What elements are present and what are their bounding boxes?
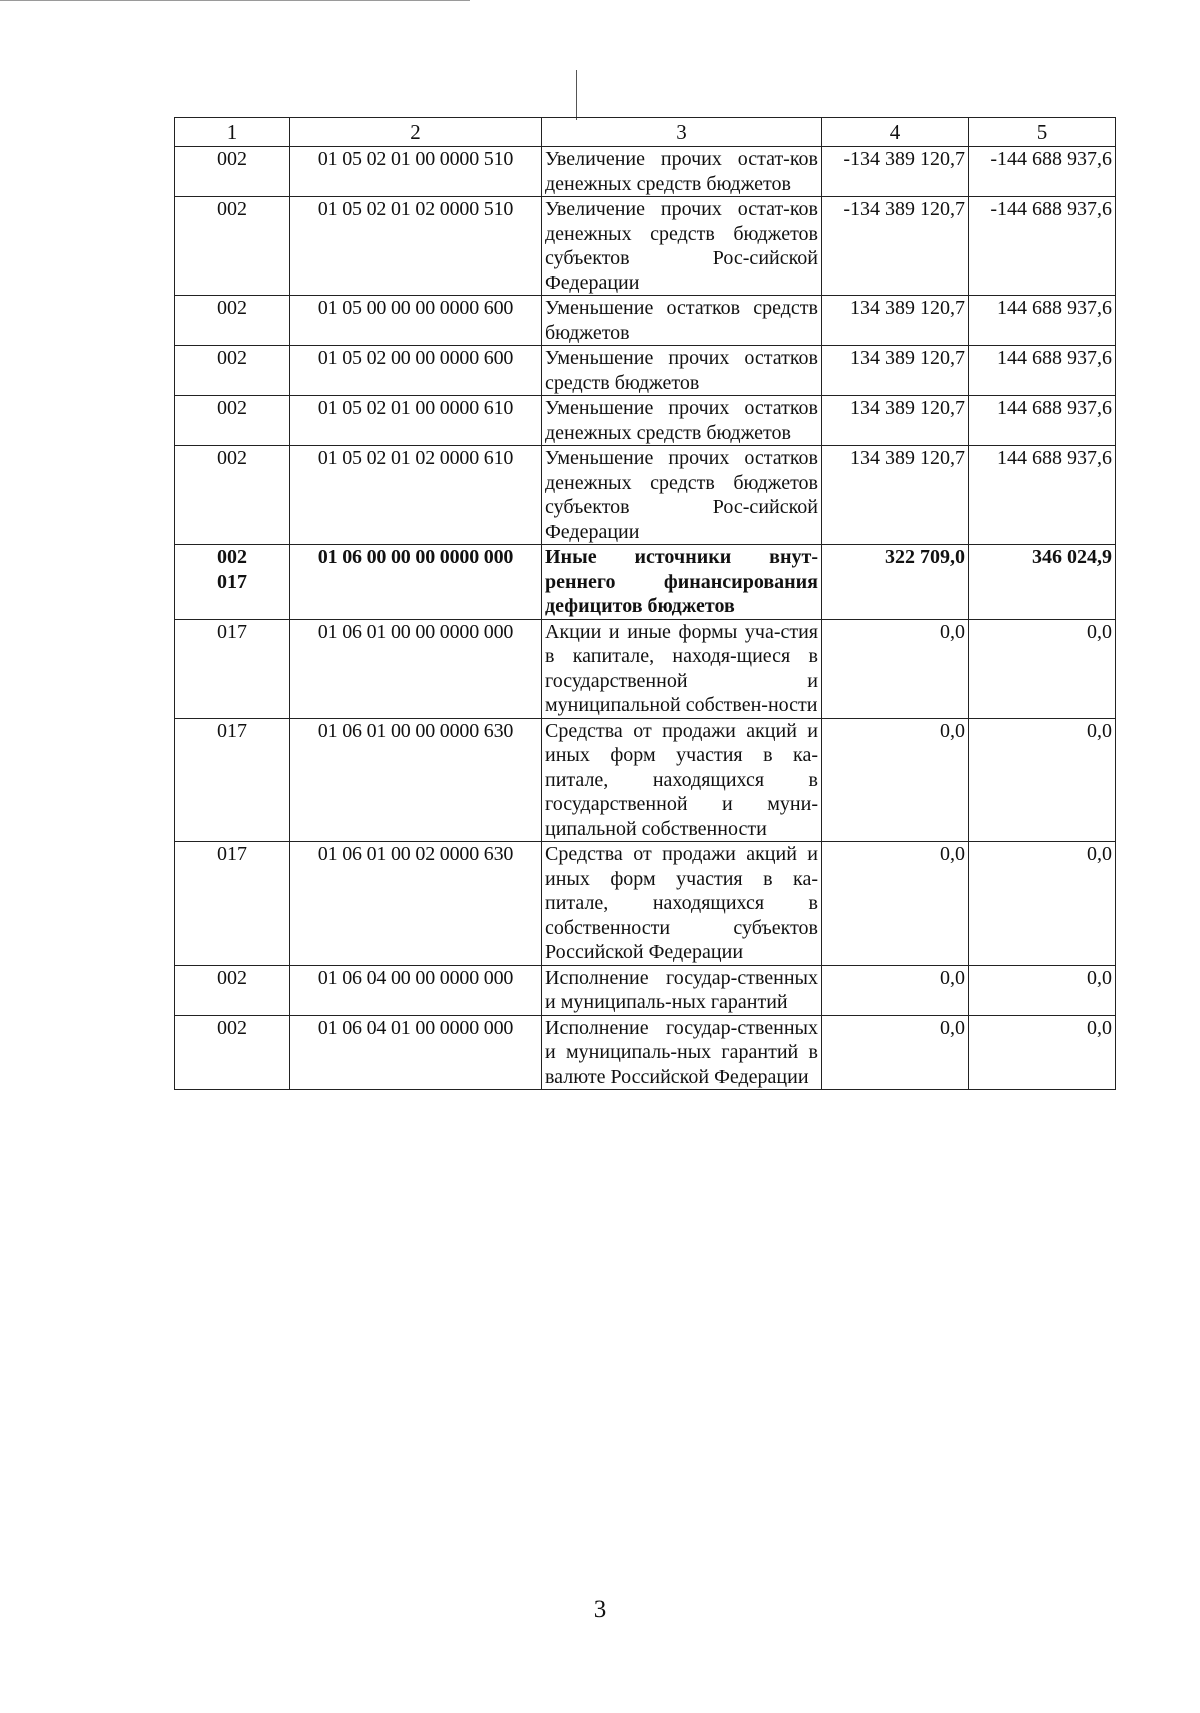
table-header-row <box>175 118 1116 147</box>
cell-source-name: Иные источники внут-реннего финансирования дефицитов бюджетов <box>542 545 822 620</box>
cell-source-name: Средства от продажи акций и иных форм участия в ка-питале, находящихся в государственной и муни-ципальной собственности <box>542 718 822 842</box>
cell-admin-code <box>175 1015 290 1090</box>
table-row <box>175 1015 1116 1090</box>
admin-code: 002 <box>217 397 247 419</box>
cell-budget-code: 01 06 04 00 00 0000 000 <box>290 965 542 1015</box>
cell-amount-col-4: -134 389 120,7 <box>822 197 969 296</box>
table-row <box>175 718 1116 842</box>
cell-budget-code: 01 06 04 01 00 0000 000 <box>290 1015 542 1090</box>
cell-budget-code: 01 05 00 00 00 0000 600 <box>290 296 542 346</box>
table-row <box>175 545 1116 620</box>
cell-amount-col-4: 0,0 <box>822 965 969 1015</box>
cell-admin-code <box>175 619 290 718</box>
cell-budget-code: 01 05 02 00 00 0000 600 <box>290 346 542 396</box>
cell-amount-col-4: -134 389 120,7 <box>822 147 969 197</box>
cell-amount-col-4: 0,0 <box>822 1015 969 1090</box>
scan-binding-mark <box>576 70 577 120</box>
cell-amount-col-5: 346 024,9 <box>969 545 1116 620</box>
cell-budget-code: 01 05 02 01 02 0000 610 <box>290 446 542 545</box>
scan-top-rule <box>0 0 470 1</box>
table-row <box>175 396 1116 446</box>
cell-amount-col-5: -144 688 937,6 <box>969 197 1116 296</box>
admin-code: 002 <box>217 546 247 568</box>
admin-code: 002 <box>217 966 247 989</box>
cell-admin-code <box>175 197 290 296</box>
admin-code: 002 <box>217 198 247 220</box>
admin-code: 002 <box>217 447 247 469</box>
table-row <box>175 147 1116 197</box>
table-row <box>175 619 1116 718</box>
cell-amount-col-4: 0,0 <box>822 842 969 966</box>
cell-amount-col-5: 144 688 937,6 <box>969 296 1116 346</box>
cell-budget-code: 01 05 02 01 02 0000 510 <box>290 197 542 296</box>
cell-admin-code <box>175 147 290 197</box>
table-row <box>175 197 1116 296</box>
cell-amount-col-4: 134 389 120,7 <box>822 446 969 545</box>
cell-amount-col-4: 134 389 120,7 <box>822 296 969 346</box>
budget-sources-table <box>174 117 1116 1090</box>
cell-amount-col-5: 144 688 937,6 <box>969 346 1116 396</box>
admin-code: 002 <box>217 297 247 319</box>
cell-admin-code <box>175 396 290 446</box>
cell-amount-col-5: 0,0 <box>969 619 1116 718</box>
cell-source-name: Уменьшение прочих остатков средств бюджетов <box>542 346 822 396</box>
cell-budget-code: 01 05 02 01 00 0000 510 <box>290 147 542 197</box>
header-col-2: 2 <box>290 118 542 147</box>
header-col-4: 4 <box>822 118 969 147</box>
admin-code: 017 <box>217 570 247 593</box>
table-row <box>175 965 1116 1015</box>
cell-source-name: Уменьшение прочих остатков денежных средств бюджетов субъектов Рос-сийской Федерации <box>542 446 822 545</box>
cell-source-name: Акции и иные формы уча-стия в капитале, находя-щиеся в государственной и муниципальной собствен-ности <box>542 619 822 718</box>
page-number: 3 <box>593 1596 607 1623</box>
cell-source-name: Исполнение государ-ственных и муниципаль-ных гарантий <box>542 965 822 1015</box>
cell-source-name: Уменьшение остатков средств бюджетов <box>542 296 822 346</box>
cell-amount-col-4: 0,0 <box>822 619 969 718</box>
cell-source-name: Уменьшение прочих остатков денежных средств бюджетов <box>542 396 822 446</box>
cell-amount-col-4: 0,0 <box>822 718 969 842</box>
admin-code: 002 <box>217 347 247 369</box>
admin-code: 017 <box>217 719 247 742</box>
cell-amount-col-5: 0,0 <box>969 1015 1116 1090</box>
cell-source-name: Увеличение прочих остат-ков денежных средств бюджетов субъектов Рос-сийской Федерации <box>542 197 822 296</box>
cell-admin-code <box>175 446 290 545</box>
table-body <box>175 147 1116 1090</box>
cell-source-name: Средства от продажи акций и иных форм участия в ка-питале, находящихся в собственности субъектов Российской Федерации <box>542 842 822 966</box>
cell-amount-col-4: 322 709,0 <box>822 545 969 620</box>
header-col-1: 1 <box>175 118 290 147</box>
cell-amount-col-5: -144 688 937,6 <box>969 147 1116 197</box>
cell-admin-code <box>175 346 290 396</box>
table-row <box>175 296 1116 346</box>
admin-code: 017 <box>217 620 247 643</box>
cell-amount-col-5: 144 688 937,6 <box>969 446 1116 545</box>
cell-admin-code <box>175 296 290 346</box>
cell-amount-col-4: 134 389 120,7 <box>822 396 969 446</box>
cell-budget-code: 01 06 00 00 00 0000 000 <box>290 545 542 620</box>
header-col-3: 3 <box>542 118 822 147</box>
cell-amount-col-4: 134 389 120,7 <box>822 346 969 396</box>
cell-budget-code: 01 05 02 01 00 0000 610 <box>290 396 542 446</box>
admin-code: 002 <box>217 148 247 170</box>
cell-admin-code <box>175 965 290 1015</box>
cell-source-name: Увеличение прочих остат-ков денежных средств бюджетов <box>542 147 822 197</box>
cell-amount-col-5: 0,0 <box>969 842 1116 966</box>
admin-code: 002 <box>217 1016 247 1039</box>
table-row <box>175 446 1116 545</box>
cell-admin-code <box>175 545 290 620</box>
cell-amount-col-5: 0,0 <box>969 965 1116 1015</box>
admin-code: 017 <box>217 843 247 865</box>
cell-amount-col-5: 0,0 <box>969 718 1116 842</box>
table-row <box>175 346 1116 396</box>
cell-admin-code <box>175 842 290 966</box>
table-row <box>175 842 1116 966</box>
cell-source-name: Исполнение государ-ственных и муниципаль-ных гарантий в валюте Российской Федерации <box>542 1015 822 1090</box>
cell-budget-code: 01 06 01 00 00 0000 630 <box>290 718 542 842</box>
cell-budget-code: 01 06 01 00 02 0000 630 <box>290 842 542 966</box>
cell-admin-code <box>175 718 290 842</box>
cell-budget-code: 01 06 01 00 00 0000 000 <box>290 619 542 718</box>
header-col-5: 5 <box>969 118 1116 147</box>
cell-amount-col-5: 144 688 937,6 <box>969 396 1116 446</box>
